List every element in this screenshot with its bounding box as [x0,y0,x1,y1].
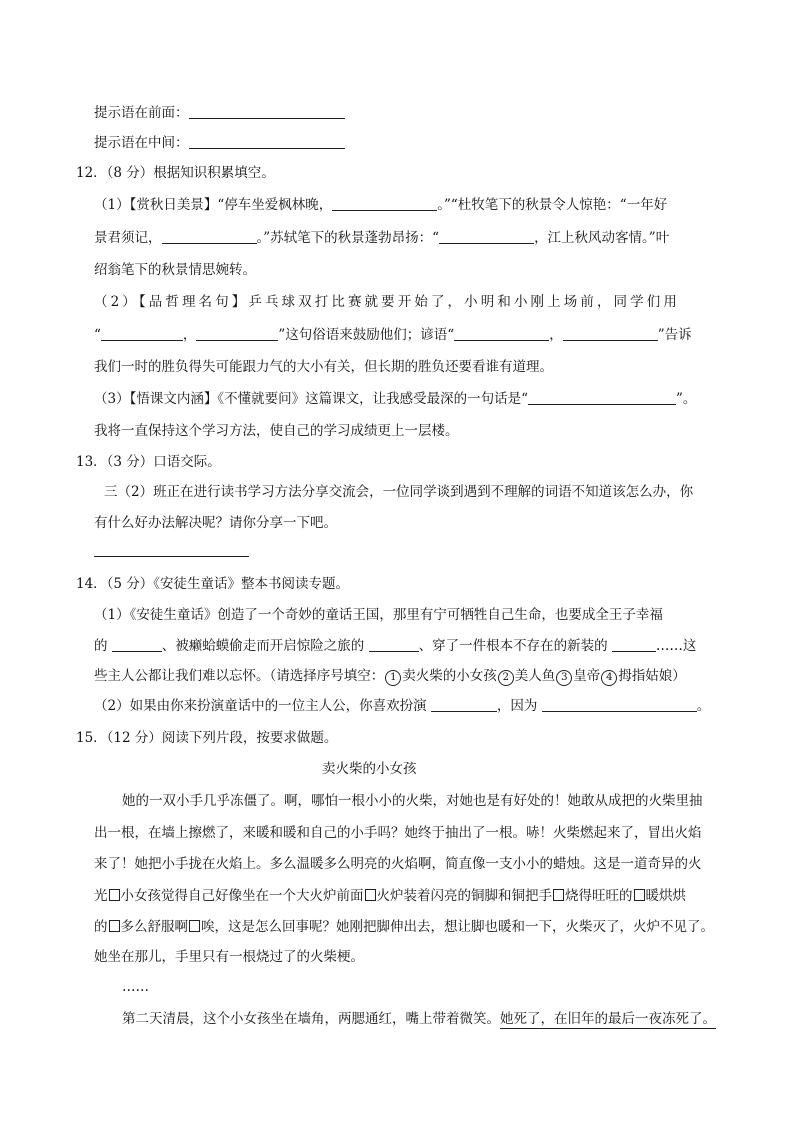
text: 、穿了一件根本不存在的新装的 [418,638,608,654]
q14-part1-line2 [94,637,696,655]
text: 的 [94,638,108,654]
text: 景君须记， [94,230,162,246]
answer-blank[interactable] [431,697,497,712]
text: ，江上秋风动客情。”叶 [534,230,670,246]
passage-line-6: 她坐在那儿，手里只有一根烧过了的火柴梗。 [94,949,364,965]
q13-text-line2: 有什么好办法解决呢？请你分享一下吧。 [94,515,337,531]
passage-line-3: 来了！她把小手拢在火焰上。多么温暖多么明亮的火焰啊，简直像一支小小的蜡烛。这是一道奇异的火 [94,856,702,872]
hint-front-line [94,104,345,122]
text: （1）【赏秋日美景】“停车坐爱枫林晚， [94,197,333,213]
question-12-heading: 12．（8 分）根据知识积累填空。 [76,165,275,181]
option-number-4: 4 [601,670,617,686]
text: 第二天清晨，这个小女孩坐在墙角，两腮通红，嘴上带着微笑。 [122,1011,500,1027]
text: ，因为 [496,698,538,714]
answer-blank[interactable] [439,229,534,244]
option-1-text: 卖火柴的小女孩 [402,668,497,684]
answer-blank[interactable] [454,326,549,341]
q12-part2-line3: 我们一时的胜负得失可能跟力气的大小有关，但长期的胜负还要看谁有道理。 [94,359,553,375]
q14-part1-line1: （1）《安徒生童话》创造了一个奇妙的童话王国，那里有宁可牺牲自己生命，也要成全王子幸福 [94,607,663,623]
question-13-heading: 13．（3 分）口语交际。 [76,454,221,470]
answer-blank[interactable] [332,196,437,211]
q12-part1-line3: 绍翁笔下的秋景情思婉转。 [94,262,256,278]
answer-blank[interactable] [162,229,257,244]
q14-part2-line [94,697,710,715]
text: 暖烘烘 [645,888,686,904]
answer-blank[interactable] [542,697,697,712]
q12-part3-line2: 我将一直保持这个学习方法，使自己的学习成绩更上一层楼。 [94,423,459,439]
passage-line-5 [94,918,714,936]
punctuation-box[interactable] [634,889,645,901]
option-number-2: 2 [498,670,514,686]
text: ”。 [676,391,697,407]
text: 的 [94,919,108,935]
hint-front-label: 提示语在前面： [94,105,189,121]
option-3-text: 皇帝 [573,668,601,684]
option-number-1: 1 [385,670,401,686]
answer-blank[interactable] [189,134,345,149]
punctuation-box[interactable] [189,920,200,932]
question-14-heading: 14．（5 分）《安徒生童话》整本书阅读专题。 [76,576,350,592]
text: 。”苏轼笔下的秋景蓬勃昂扬：“ [256,230,440,246]
answer-blank[interactable] [612,637,656,652]
punctuation-box[interactable] [109,920,120,932]
q12-part1-line2 [94,229,669,247]
text: ”告诉 [657,327,692,343]
q13-text-line1: 三（2）班正在进行读书学习方法分享交流会，一位同学谈到遇到不理解的词语不知道该怎么办，你 [104,484,694,500]
hint-middle-line [94,134,345,152]
text: ， [182,327,197,343]
text: 、被癞蛤蟆偷走而开启惊险之旅的 [161,638,365,654]
punctuation-box[interactable] [109,889,120,901]
text: 些主人公都让我们难以忘怀。（请选择序号填空： [94,668,385,684]
text: 光 [94,888,108,904]
q12-part2-line1: （2）【品哲理名句】乒乓球双打比赛就要开始了，小明和小刚上场前，同学们用 [94,294,680,310]
text: ， [549,327,563,343]
passage-line-1: 她的一双小手几乎冻僵了。啊，哪怕一根小小的火柴，对她也是有好处的！她敢从成把的火柴里抽 [122,793,703,809]
underlined-sentence: 她死了，在旧年的最后一夜冻死了。 [500,1011,716,1027]
text: 。 [696,698,711,714]
passage-line-4 [94,887,686,905]
text: “ [94,327,101,343]
text: 唉，这是怎么回事呢？她刚把脚伸出去，想让脚也暖和一下，火柴灭了，火炉不见了。 [201,919,714,935]
hint-middle-label: 提示语在中间： [94,135,189,151]
q12-part2-line2 [94,326,692,344]
option-4-text: 拇指姑娘） [618,668,686,684]
passage-line-2: 出一根，在墙上擦燃了，来暖和暖和自己的小手吗？她终于抽出了一根。哧！火柴燃起来了，冒出火焰 [94,825,702,841]
text: ……这 [655,638,697,654]
text: （2）如果由你来扮演童话中的一位主人公，你喜欢扮演 [94,698,427,714]
answer-blank[interactable] [196,326,278,341]
answer-blank[interactable] [101,326,183,341]
answer-blank[interactable] [112,637,162,652]
passage-line-7 [122,1010,716,1028]
text: 烧得旺旺的 [565,888,633,904]
answer-blank[interactable] [369,637,419,652]
text: （3）【悟课文内涵】《不懂就要问》这篇课文，让我感受最深的一句话是“ [94,391,528,407]
punctuation-box[interactable] [365,889,376,901]
answer-blank[interactable] [94,542,249,557]
option-number-3: 3 [556,670,572,686]
q12-part3-line1 [94,390,696,408]
text: ”这句俗语来鼓励他们；谚语“ [278,327,455,343]
passage-title: 卖火柴的小女孩 [322,761,417,777]
q14-part1-line3 [94,667,686,686]
passage-ellipsis: …… [122,979,149,995]
text: 小女孩觉得自己好像坐在一个大火炉前面 [120,888,364,904]
answer-blank[interactable] [189,104,345,119]
answer-blank[interactable] [563,326,658,341]
text: 多么舒服啊 [120,919,188,935]
text: 。”“杜牧笔下的秋景令人惊艳：“一年好 [437,197,668,213]
text: 火炉装着闪亮的铜脚和铜把手 [376,888,552,904]
punctuation-box[interactable] [553,889,564,901]
question-15-heading: 15．（12 分）阅读下列片段，按要求做题。 [76,730,338,746]
option-2-text: 美人鱼 [514,668,556,684]
q13-answer-line [94,542,249,560]
q12-part1-line1 [94,196,667,214]
answer-blank[interactable] [528,390,676,405]
